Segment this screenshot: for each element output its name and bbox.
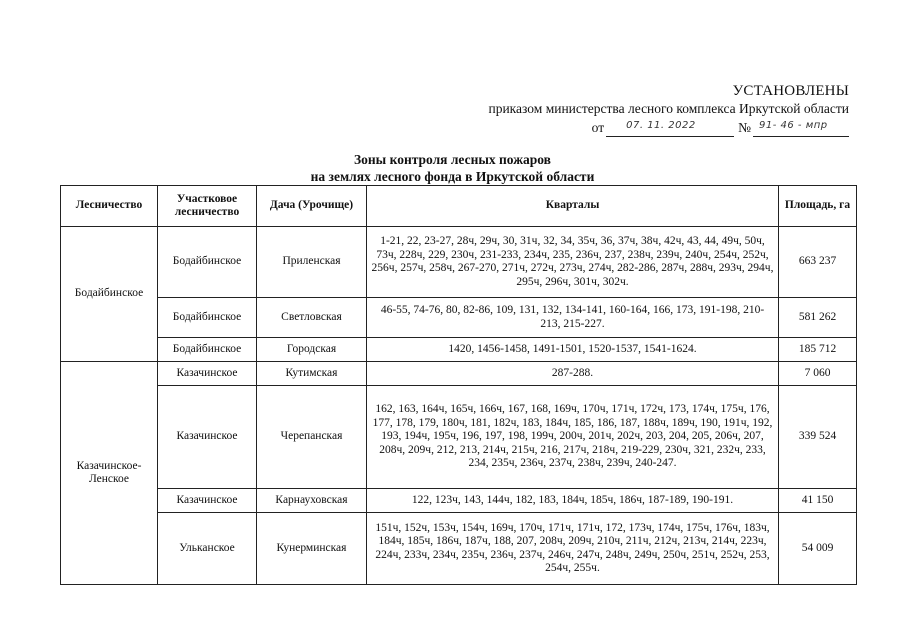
document-title-line1: Зоны контроля лесных пожаров bbox=[354, 152, 551, 167]
approval-header bbox=[488, 82, 849, 137]
dacha-cell: Карнауховская bbox=[257, 489, 367, 513]
zones-table bbox=[60, 185, 857, 585]
district-cell: Бодайбинское bbox=[158, 338, 257, 362]
document-title-line2: на землях лесного фонда в Иркутской области bbox=[310, 169, 595, 184]
area-cell: 339 524 bbox=[779, 386, 857, 489]
dacha-cell: Городская bbox=[257, 338, 367, 362]
dacha-cell: Кунерминская bbox=[257, 513, 367, 585]
area-cell: 581 262 bbox=[779, 298, 857, 338]
dacha-cell: Черепанская bbox=[257, 386, 367, 489]
area-cell: 41 150 bbox=[779, 489, 857, 513]
header-quarters: Кварталы bbox=[367, 186, 779, 227]
table-row bbox=[61, 362, 857, 386]
dacha-cell: Светловская bbox=[257, 298, 367, 338]
area-cell: 54 009 bbox=[779, 513, 857, 585]
header-forestry: Лесничество bbox=[61, 186, 158, 227]
district-cell: Ульканское bbox=[158, 513, 257, 585]
table-row bbox=[61, 227, 857, 298]
quarters-cell: 1420, 1456-1458, 1491-1501, 1520-1537, 1541-1624. bbox=[367, 338, 779, 362]
number-value: 91- 46 - мпр bbox=[759, 120, 828, 131]
table-row bbox=[61, 386, 857, 489]
area-cell: 663 237 bbox=[779, 227, 857, 298]
quarters-cell: 162, 163, 164ч, 165ч, 166ч, 167, 168, 169ч, 170ч, 171ч, 172ч, 173, 174ч, 175ч, 176, 177, 178, 179, 180ч, 181, 182ч, 183, 184ч, 185, 186, 187, 188ч, 189ч, 190, 191ч, 192, 193, 194ч, 195ч, 196, 197, 198, 199ч, 200ч, 201ч, 202ч, 203, 204, 205, 206ч, 207, 208ч, 209ч, 212, 213, 214ч, 215ч, 216, 217ч, 218ч, 219-229, 230ч, 321, 232ч, 233, 234, 235ч, 236ч, 237ч, 238ч, 239ч, 240-247. bbox=[367, 386, 779, 489]
header-district: Участковое лесничество bbox=[158, 186, 257, 227]
number-blank bbox=[753, 122, 849, 137]
dacha-cell: Приленская bbox=[257, 227, 367, 298]
approval-title: УСТАНОВЛЕНЫ bbox=[732, 83, 849, 99]
quarters-cell: 287-288. bbox=[367, 362, 779, 386]
number-label: № bbox=[738, 120, 751, 135]
table-row bbox=[61, 338, 857, 362]
header-dacha: Дача (Урочище) bbox=[257, 186, 367, 227]
forestry-cell: Бодайбинское bbox=[61, 227, 158, 362]
table-row bbox=[61, 513, 857, 585]
dacha-cell: Кутимская bbox=[257, 362, 367, 386]
district-cell: Казачинское bbox=[158, 362, 257, 386]
area-cell: 185 712 bbox=[779, 338, 857, 362]
header-area: Площадь, га bbox=[779, 186, 857, 227]
district-cell: Бодайбинское bbox=[158, 227, 257, 298]
area-cell: 7 060 bbox=[779, 362, 857, 386]
date-label: от bbox=[591, 120, 605, 135]
quarters-cell: 122, 123ч, 143, 144ч, 182, 183, 184ч, 185ч, 186ч, 187-189, 190-191. bbox=[367, 489, 779, 513]
district-cell: Казачинское bbox=[158, 489, 257, 513]
district-cell: Бодайбинское bbox=[158, 298, 257, 338]
quarters-cell: 46-55, 74-76, 80, 82-86, 109, 131, 132, 134-141, 160-164, 166, 173, 191-198, 210-213, 215-227. bbox=[367, 298, 779, 338]
document-title bbox=[0, 151, 905, 185]
date-value: 07. 11. 2022 bbox=[626, 120, 696, 131]
table-row bbox=[61, 489, 857, 513]
quarters-cell: 151ч, 152ч, 153ч, 154ч, 169ч, 170ч, 171ч, 171ч, 172, 173ч, 174ч, 175ч, 176ч, 183ч, 184ч, 185ч, 186ч, 187ч, 188, 207, 208ч, 209ч, 210ч, 211ч, 212ч, 213ч, 214ч, 223ч, 224ч, 233ч, 234ч, 235ч, 236ч, 237ч, 246ч, 247ч, 248ч, 249ч, 250ч, 251ч, 252ч, 253, 254ч, 255ч. bbox=[367, 513, 779, 585]
table-header-row bbox=[61, 186, 857, 227]
district-cell: Казачинское bbox=[158, 386, 257, 489]
forestry-cell: Казачинское-Ленское bbox=[61, 362, 158, 585]
approval-subtitle: приказом министерства лесного комплекса Иркутской области bbox=[488, 101, 849, 116]
date-blank bbox=[606, 122, 734, 137]
table-row bbox=[61, 298, 857, 338]
quarters-cell: 1-21, 22, 23-27, 28ч, 29ч, 30, 31ч, 32, 34, 35ч, 36, 37ч, 38ч, 42ч, 43, 44, 49ч, 50ч, 73ч, 228ч, 229, 230ч, 231-233, 234ч, 235, 236ч, 237, 238ч, 239ч, 240ч, 254ч, 252ч, 256ч, 257ч, 258ч, 267-270, 271ч, 272ч, 273ч, 274ч, 282-286, 287ч, 288ч, 293ч, 294ч, 295ч, 296ч, 301ч, 302ч. bbox=[367, 227, 779, 298]
order-line bbox=[488, 119, 849, 137]
